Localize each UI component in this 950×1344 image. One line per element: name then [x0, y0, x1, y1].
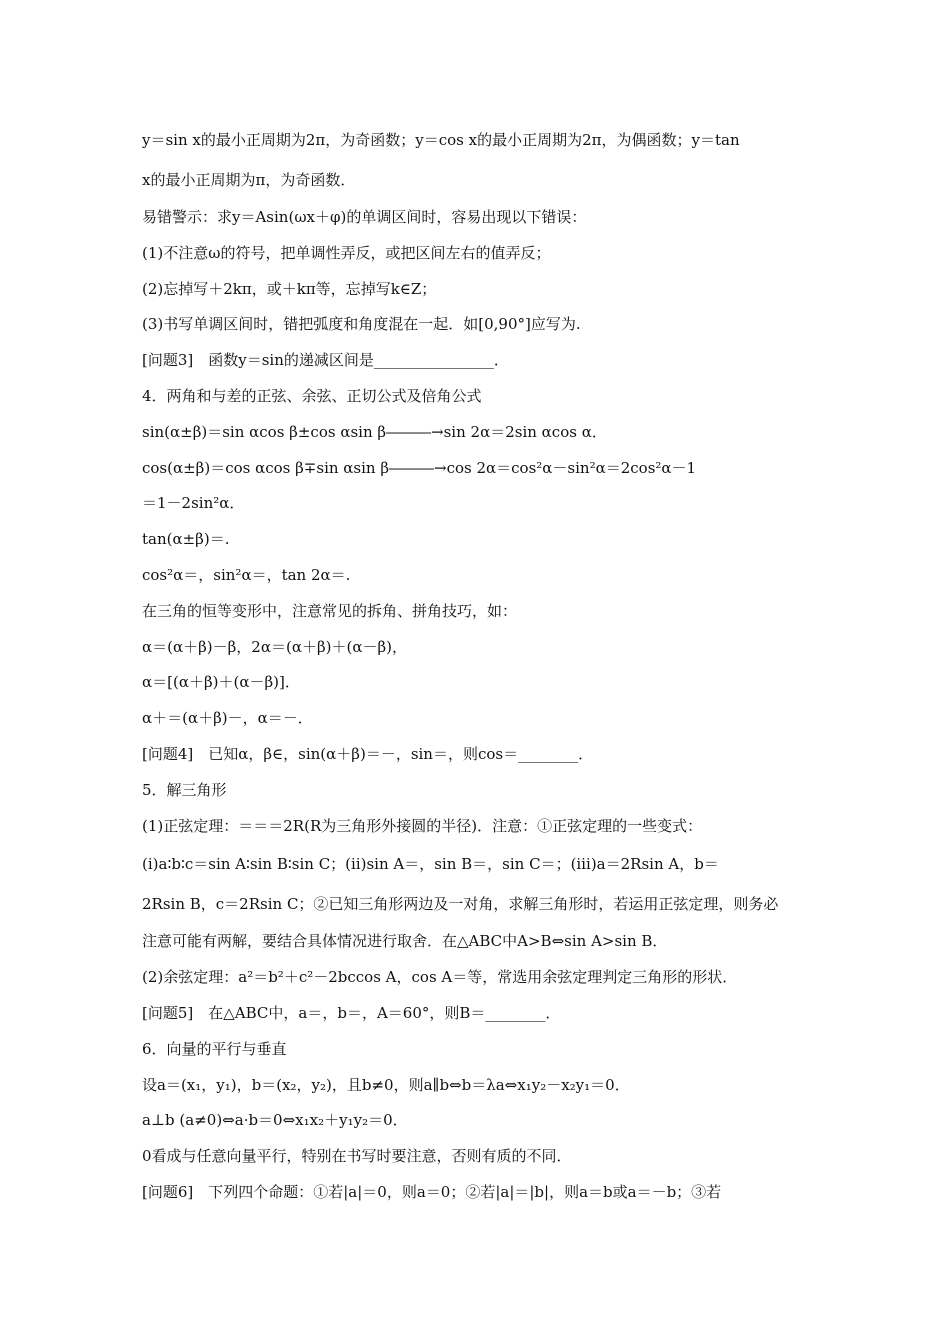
formula-line: tan(α±β)＝. — [142, 530, 230, 549]
formula-line: cos(α±β)＝cos αcos β∓sin αsin β―――→cos 2α＝cos²α－sin²α＝2cos²α－1 — [142, 458, 697, 477]
problem-4: [问题4] 已知α，β∈，sin(α＋β)＝－，sin＝，则cos＝________． — [142, 744, 594, 763]
text-line: y＝sin x的最小正周期为2π，为奇函数；y＝cos x的最小正周期为2π，为偶函数；y＝tan — [142, 131, 740, 149]
text-line: 在三角的恒等变形中，注意常见的拆角、拼角技巧，如： — [142, 601, 518, 620]
formula-line: α＋＝(α＋β)－，α＝－． — [142, 709, 313, 728]
problem-6: [问题6] 下列四个命题：①若|a|＝0，则a＝0；②若|a|＝|b|，则a＝b或a＝－b；③若 — [142, 1182, 722, 1201]
text-line: x的最小正周期为π，为奇函数． — [142, 171, 356, 189]
text-line: 设a＝(x₁，y₁)，b＝(x₂，y₂)，且b≠0，则a∥b⇔b＝λa⇔x₁y₂－x₂y₁＝0． — [142, 1075, 630, 1094]
text-line: 2Rsin B，c＝2Rsin C；②已知三角形两边及一对角，求解三角形时，若运用正弦定理，则务必 — [142, 895, 779, 914]
text-line: (1)不注意ω的符号，把单调性弄反，或把区间左右的值弄反； — [142, 243, 551, 262]
formula-line: cos²α＝，sin²α＝，tan 2α＝. — [142, 565, 351, 584]
section-heading-6: 6．向量的平行与垂直 — [142, 1039, 287, 1058]
text-line: 注意可能有两解，要结合具体情况进行取舍．在△ABC中A>B⇔sin A>sin B． — [142, 932, 668, 951]
formula-line: sin(α±β)＝sin αcos β±cos αsin β―――→sin 2α＝2sin αcos α． — [142, 422, 607, 441]
text-line: (3)书写单调区间时，错把弧度和角度混在一起．如[0,90°]应写为. — [142, 315, 581, 334]
text-line: (1)正弦定理：＝＝＝2R(R为三角形外接圆的半径)．注意：①正弦定理的一些变式： — [142, 816, 703, 835]
section-heading-4: 4．两角和与差的正弦、余弦、正切公式及倍角公式 — [142, 386, 482, 405]
text-line: (ⅰ)a∶b∶c＝sin A∶sin B∶sin C；(ⅱ)sin A＝，sin B＝，sin C＝；(ⅲ)a＝2Rsin A，b＝ — [142, 855, 719, 874]
formula-line: α＝(α＋β)－β，2α＝(α＋β)＋(α－β)， — [142, 637, 407, 656]
text-line: 易错警示：求y＝Asin(ωx＋φ)的单调区间时，容易出现以下错误： — [142, 208, 587, 226]
formula-line: α＝[(α＋β)＋(α－β)]． — [142, 673, 300, 692]
text-line: (2)忘掉写＋2kπ，或＋kπ等，忘掉写k∈Z； — [142, 279, 437, 298]
text-line: a⊥b (a≠0)⇔a·b＝0⇔x₁x₂＋y₁y₂＝0． — [142, 1111, 408, 1130]
formula-line: ＝1－2sin²α． — [142, 494, 245, 513]
text-line: (2)余弦定理：a²＝b²＋c²－2bccos A，cos A＝等，常选用余弦定理判定三角形的形状． — [142, 968, 738, 987]
text-line: 0看成与任意向量平行，特别在书写时要注意，否则有质的不同． — [142, 1147, 572, 1166]
problem-3: [问题3] 函数y＝sin的递减区间是________________． — [142, 351, 509, 370]
problem-5: [问题5] 在△ABC中，a＝，b＝，A＝60°，则B＝________． — [142, 1003, 561, 1022]
section-heading-5: 5．解三角形 — [142, 780, 227, 799]
